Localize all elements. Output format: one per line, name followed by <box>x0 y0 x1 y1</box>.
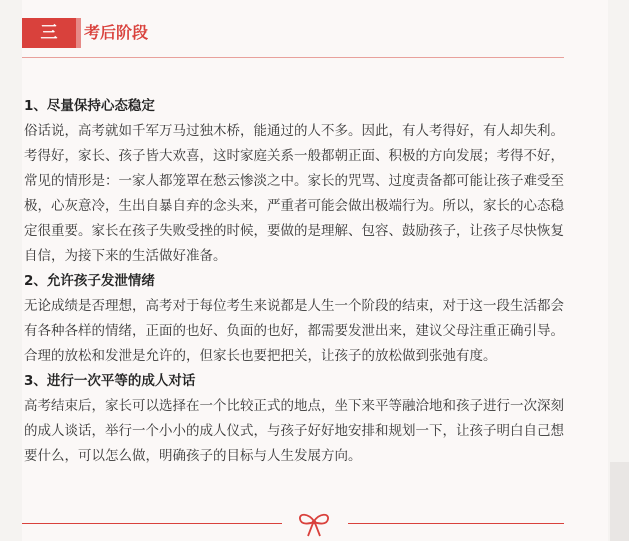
paragraph-1: 俗话说，高考就如千军万马过独木桥，能通过的人不多。因此，有人考得好，有人却失利。考得好，家长、孩子皆大欢喜，这时家庭关系一般都朝正面、积极的方向发展；考得不好，常见的情形是：一家人都笼罩在愁云惨淡之中。家长的咒骂、过度责备都可能让孩子难受至极，心灰意冷，生出自暴自弃的念头来，严重者可能会做出极端行为。所以，家长的心态稳定很重要。家长在孩子失败受挫的时候，要做的是理解、包容、鼓励孩子，让孩子尽快恢复自信，为接下来的生活做好准备。 <box>24 123 564 264</box>
subheading-2: 2、允许孩子发泄情绪 <box>24 273 155 289</box>
subheading-1: 1、尽量保持心态稳定 <box>24 98 155 114</box>
section-title: 考后阶段 <box>84 23 149 42</box>
header-divider <box>22 57 564 58</box>
scroll-edge <box>610 462 629 541</box>
footer-divider-right <box>348 523 564 524</box>
article-content <box>24 94 564 469</box>
paragraph-3: 高考结束后，家长可以选择在一个比较正式的地点，坐下来平等融洽地和孩子进行一次深刻的成人谈话，举行一个小小的成人仪式，与孩子好好地安排和规划一下，让孩子明白自己想要什么，可以怎么做，明确孩子的目标与人生发展方向。 <box>24 398 564 464</box>
paragraph-2: 无论成绩是否理想，高考对于每位考生来说都是人生一个阶段的结束，对于这一段生活都会有各种各样的情绪，正面的也好、负面的也好，都需要发泄出来，建议父母注重正确引导。合理的放松和发泄是允许的，但家长也要把把关，让孩子的放松做到张弛有度。 <box>24 298 564 364</box>
subheading-3: 3、进行一次平等的成人对话 <box>24 373 196 389</box>
bow-icon <box>296 512 332 538</box>
section-number-badge: 三 <box>22 18 76 48</box>
footer-divider-left <box>22 523 282 524</box>
